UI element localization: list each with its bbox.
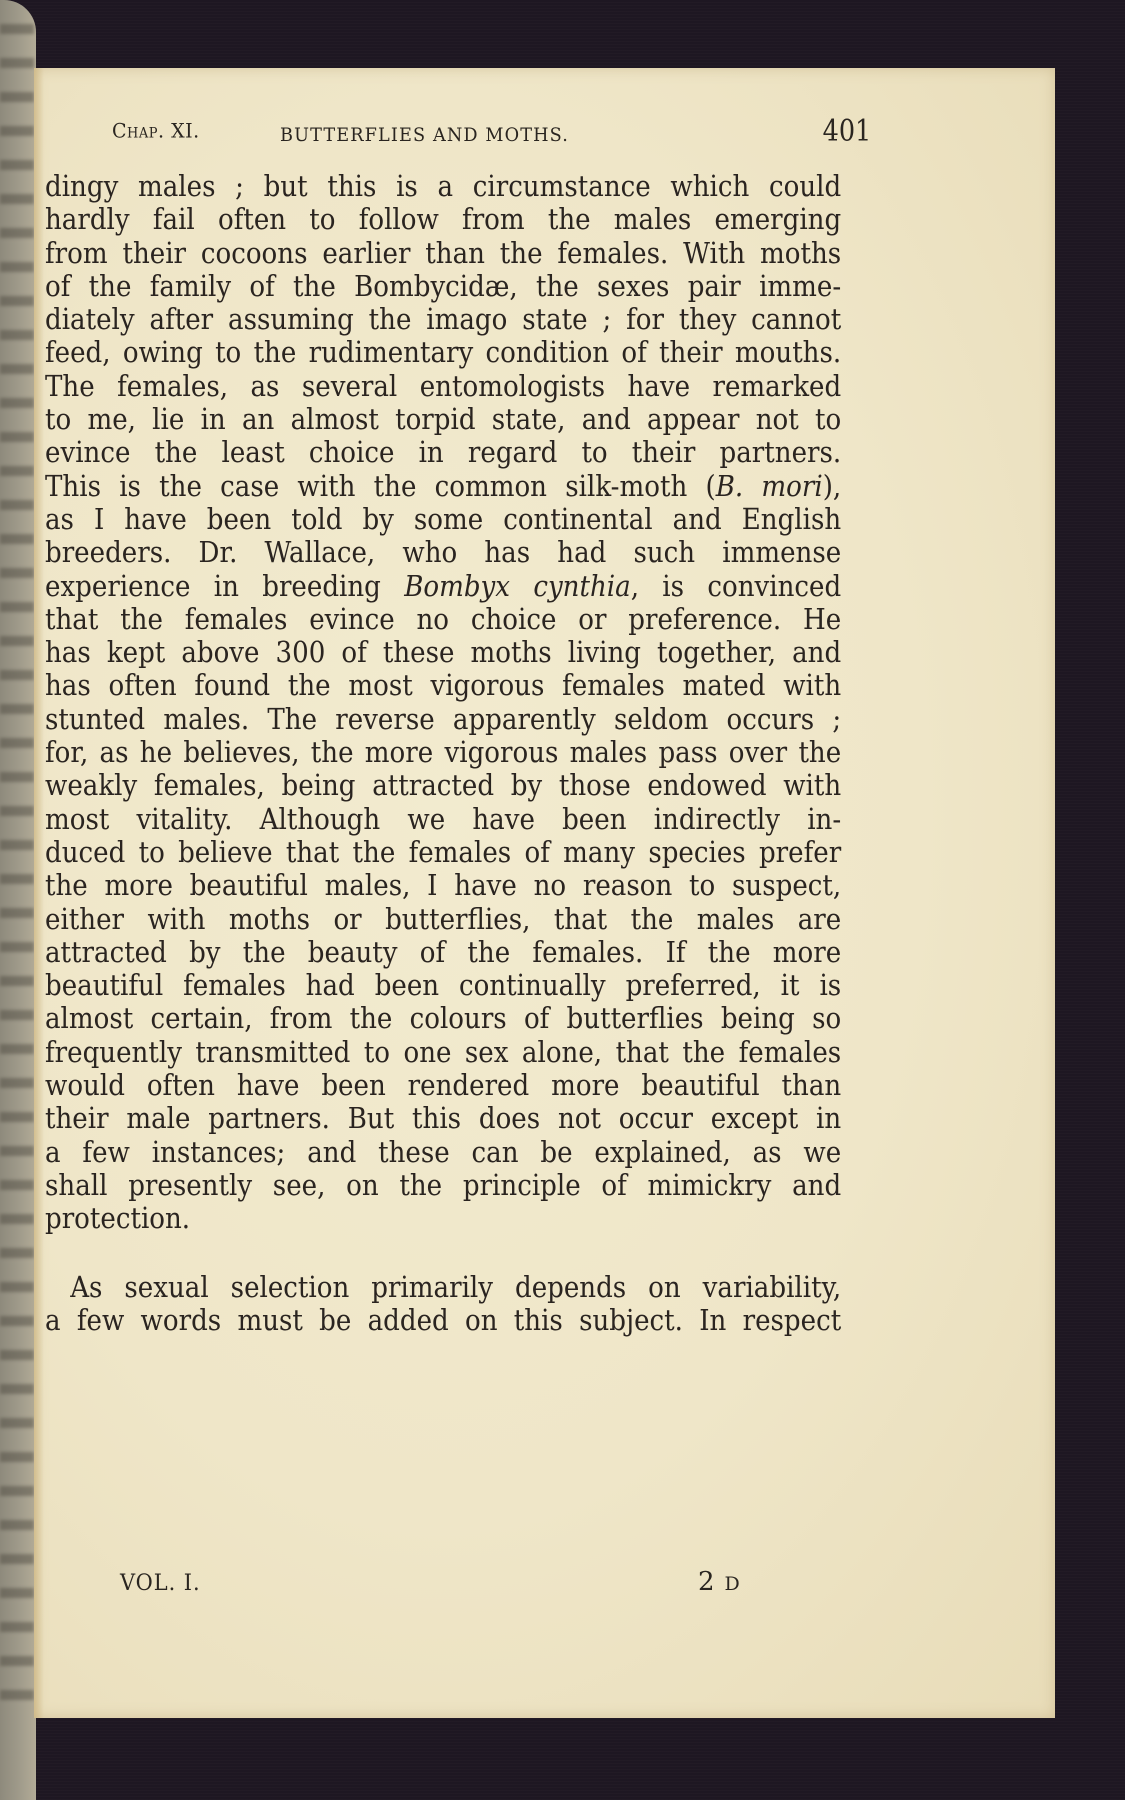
text-line: breeders. Dr. Wallace, who has had such immense [45, 535, 842, 570]
italic-phrase: Bombyx cynthia [404, 568, 631, 603]
text-line: that the females evince no choice or preference. He [45, 601, 842, 636]
signature-letter: D [724, 1573, 740, 1595]
facing-page-ghost-text [0, 1656, 34, 1666]
facing-page-ghost-text [0, 1418, 34, 1428]
facing-page-ghost-text [0, 1520, 34, 1530]
text-line: a few words must be added on this subject. In respect [45, 1302, 842, 1337]
facing-page-ghost-text [0, 92, 34, 102]
body-text [45, 170, 842, 1337]
facing-page-ghost-text [0, 874, 34, 884]
facing-page-ghost-text [0, 1112, 34, 1122]
facing-page-ghost-text [0, 738, 34, 748]
text-line: their male partners. But this does not occur except in [45, 1101, 842, 1136]
text-line: from their cocoons earlier than the females. With moths [45, 235, 842, 270]
facing-page-ghost-text [0, 398, 34, 408]
paragraph-1 [45, 170, 842, 1236]
facing-page-edge [0, 0, 36, 1800]
facing-page-ghost-text [0, 602, 34, 612]
facing-page-ghost-text [0, 466, 34, 476]
facing-page-ghost-text [0, 976, 34, 986]
facing-page-ghost-text [0, 262, 34, 272]
facing-page-ghost-text [0, 1316, 34, 1326]
text-line: has kept above 300 of these moths living together, and [45, 635, 842, 670]
facing-page-ghost-text [0, 1622, 34, 1632]
facing-page-ghost-text [0, 228, 34, 238]
text-line: shall presently see, on the principle of mimickry and [45, 1167, 842, 1202]
facing-page-ghost-text [0, 432, 34, 442]
facing-page-ghost-text [0, 1350, 34, 1360]
facing-page-ghost-text [0, 772, 34, 782]
text-line: has often found the most vigorous females mated with [45, 668, 842, 703]
facing-page-ghost-text [0, 1384, 34, 1394]
text-line: as I have been told by some continental and English [45, 501, 842, 536]
text-line: attracted by the beauty of the females. If the more [45, 934, 842, 969]
facing-page-ghost-text [0, 1554, 34, 1564]
facing-page-ghost-text [0, 500, 34, 510]
facing-page-ghost-text [0, 840, 34, 850]
facing-page-ghost-text [0, 908, 34, 918]
text-line: stunted males. The reverse apparently seldom occurs ; [45, 701, 842, 736]
facing-page-ghost-text [0, 330, 34, 340]
facing-page-ghost-text [0, 160, 34, 170]
facing-page-ghost-text [0, 1248, 34, 1258]
running-head [80, 110, 875, 150]
signature-mark [698, 1567, 740, 1597]
text-line: The females, as several entomologists have remarked [45, 368, 842, 403]
facing-page-ghost-text [0, 364, 34, 374]
facing-page-ghost-text [0, 1690, 34, 1700]
text-line: a few instances; and these can be explained, as we [45, 1134, 842, 1169]
text-line: duced to believe that the females of many species prefer [45, 834, 842, 869]
text-line: would often have been rendered more beautiful than [45, 1068, 842, 1103]
paragraph-2 [45, 1271, 842, 1338]
chapter-label: Chap. XI. [112, 119, 200, 143]
facing-page-ghost-text [0, 1180, 34, 1190]
text-line-with-italic: experience in breeding Bombyx cynthia, is convinced [45, 568, 842, 603]
facing-page-ghost-text [0, 1214, 34, 1224]
italic-phrase: B. mori [715, 468, 823, 503]
paragraph-spacer [45, 1236, 842, 1271]
text-line: weakly females, being attracted by those endowed with [45, 768, 842, 803]
facing-page-ghost-text [0, 534, 34, 544]
facing-page-ghost-text [0, 1486, 34, 1496]
page-number: 401 [822, 114, 871, 149]
text-line-with-italic: This is the case with the common silk-moth (B. mori), [45, 468, 842, 503]
signature-number: 2 [698, 1567, 715, 1597]
facing-page-ghost-text [0, 1078, 34, 1088]
facing-page-ghost-text [0, 1452, 34, 1462]
facing-page-ghost-text [0, 636, 34, 646]
facing-page-ghost-text [0, 1010, 34, 1020]
text-line: feed, owing to the rudimentary condition of their mouths. [45, 335, 842, 370]
text-line: As sexual selection primarily depends on variability, [70, 1269, 842, 1304]
text-line: frequently transmitted to one sex alone, that the females [45, 1034, 842, 1069]
text-line: almost certain, from the colours of butterflies being so [45, 1001, 842, 1036]
text-line: hardly fail often to follow from the males emerging [45, 202, 842, 237]
facing-page-ghost-text [0, 568, 34, 578]
text-line: beautiful females had been continually preferred, it is [45, 968, 842, 1003]
text-line: most vitality. Although we have been indirectly in- [45, 801, 842, 836]
facing-page-ghost-text [0, 704, 34, 714]
page-footer [80, 1565, 780, 1605]
facing-page-ghost-text [0, 670, 34, 680]
facing-page-ghost-text [0, 806, 34, 816]
facing-page-ghost-text [0, 126, 34, 136]
facing-page-ghost-text [0, 1282, 34, 1292]
facing-page-ghost-text [0, 296, 34, 306]
facing-page-ghost-text [0, 1044, 34, 1054]
facing-page-ghost-text [0, 1588, 34, 1598]
text-line: to me, lie in an almost torpid state, and appear not to [45, 402, 842, 437]
facing-page-ghost-text [0, 194, 34, 204]
facing-page-ghost-text [0, 24, 34, 34]
facing-page-ghost-text [0, 1146, 34, 1156]
text-line: either with moths or butterflies, that the males are [45, 901, 842, 936]
facing-page-ghost-text [0, 58, 34, 68]
text-line: diately after assuming the imago state ; for they cannot [45, 302, 842, 337]
text-line: protection. [45, 1201, 191, 1236]
text-line: the more beautiful males, I have no reason to suspect, [45, 868, 842, 903]
facing-page-ghost-text [0, 942, 34, 952]
volume-label: VOL. I. [120, 1571, 201, 1596]
text-line: evince the least choice in regard to their partners. [45, 435, 842, 470]
text-line: of the family of the Bombycidæ, the sexes pair imme- [45, 268, 842, 303]
running-title: BUTTERFLIES AND MOTHS. [280, 124, 570, 146]
text-line: dingy males ; but this is a circumstance which could [45, 169, 842, 203]
text-line: for, as he believes, the more vigorous males pass over the [45, 735, 842, 770]
